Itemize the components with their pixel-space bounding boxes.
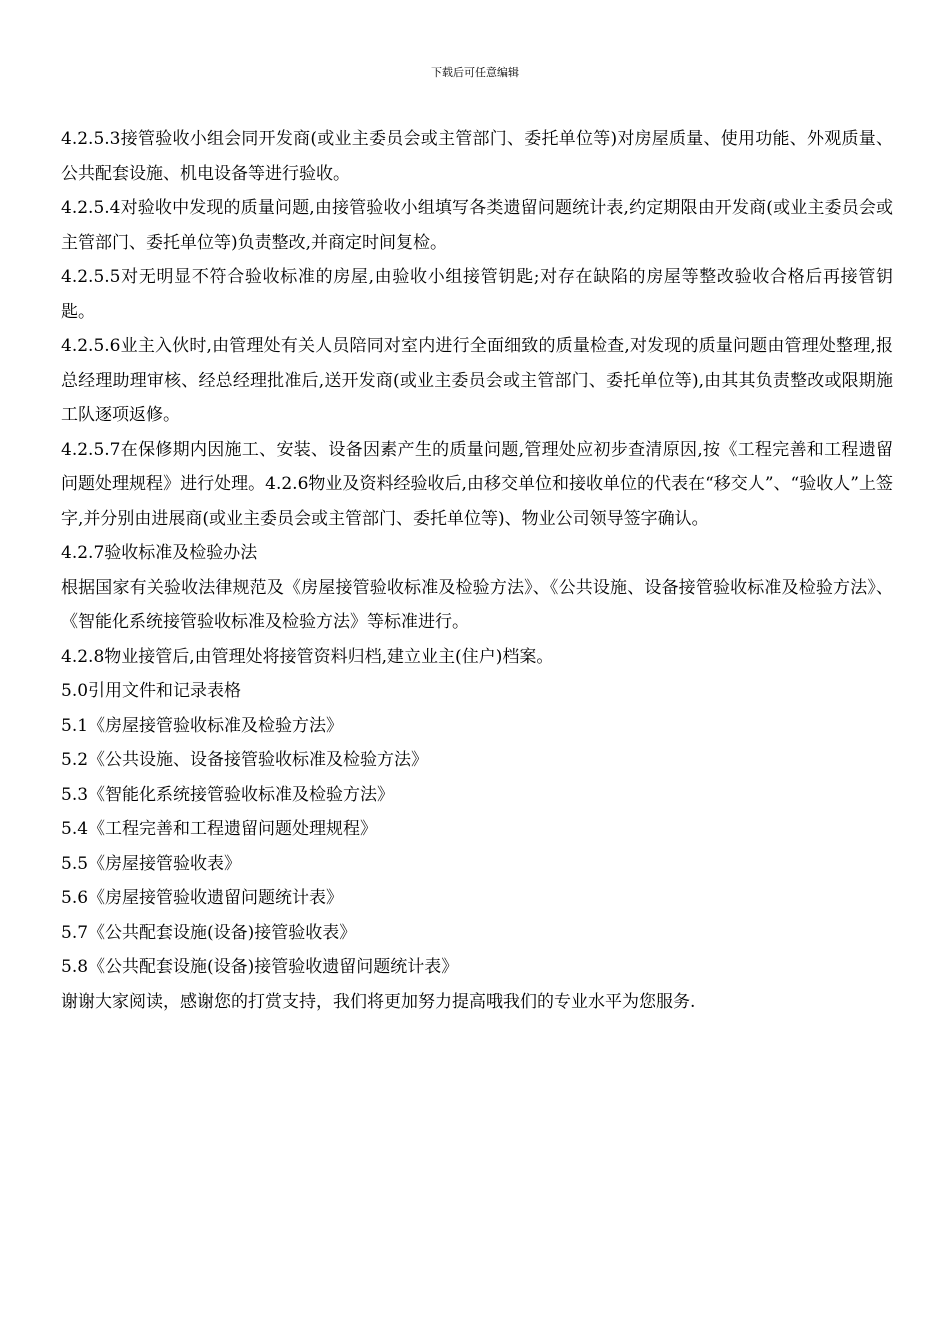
list-item-5-3: 5.3《智能化系统接管验收标准及检验方法》 (61, 784, 395, 805)
heading-5-0: 5.0引用文件和记录表格 (61, 681, 242, 701)
paragraph-4-2-8: 4.2.8物业接管后,由管理处将接管资料归档,建立业主(住户)档案。 (61, 646, 554, 667)
paragraph-4-2-5-4: 4.2.5.4对验收中发现的质量问题,由接管验收小组填写各类遗留问题统计表,约定期限由开发商(或业主委员会或主管部门、委托单位等)负责整改,并商定时间复检。 (61, 198, 893, 253)
paragraph-4-2-5-6: 4.2.5.6业主入伙时,由管理处有关人员陪同对室内进行全面细致的质量检查,对发现的质量问题由管理处整理,报总经理助理审核、经总经理批准后,送开发商(或业主委员会或主管部门、委托单位等),由其其负责整改或限期施工队逐项返修。 (61, 336, 893, 425)
heading-4-2-7: 4.2.7验收标准及检验办法 (61, 543, 258, 563)
paragraph-standards: 根据国家有关验收法律规范及《房屋接管验收标准及检验方法》、《公共设施、设备接管验收标准及检验方法》、《智能化系统接管验收标准及检验方法》等标准进行。 (61, 577, 893, 632)
list-item-5-1: 5.1《房屋接管验收标准及检验方法》 (61, 715, 344, 736)
list-item-5-2: 5.2《公共设施、设备接管验收标准及检验方法》 (61, 750, 429, 770)
paragraph-4-2-5-5: 4.2.5.5对无明显不符合验收标准的房屋,由验收小组接管钥匙;对存在缺陷的房屋等整改验收合格后再接管钥匙。 (61, 267, 893, 322)
page-header-note: 下载后可任意编辑 (431, 66, 519, 79)
paragraph-4-2-5-3: 4.2.5.3接管验收小组会同开发商(或业主委员会或主管部门、委托单位等)对房屋质量、使用功能、外观质量、公共配套设施、机电设备等进行验收。 (61, 129, 893, 184)
closing-note: 谢谢大家阅读，感谢您的打赏支持，我们将更加努力提高哦我们的专业水平为您服务. (61, 991, 696, 1012)
list-item-5-4: 5.4《工程完善和工程遗留问题处理规程》 (61, 819, 378, 839)
list-item-5-6: 5.6《房屋接管验收遗留问题统计表》 (61, 888, 344, 908)
list-item-5-8: 5.8《公共配套设施(设备)接管验收遗留问题统计表》 (61, 957, 459, 977)
list-item-5-7: 5.7《公共配套设施(设备)接管验收表》 (61, 922, 357, 943)
list-item-5-5: 5.5《房屋接管验收表》 (61, 853, 242, 874)
document-body (61, 122, 893, 1019)
paragraph-4-2-5-7: 4.2.5.7在保修期内因施工、安装、设备因素产生的质量问题,管理处应初步查清原因,按《工程完善和工程遗留问题处理规程》进行处理。4.2.6物业及资料经验收后,由移交单位和接收单位的代表在“移交人”、“验收人”上签字,并分别由进展商(或业主委员会或主管部门、委托单位等)、物业公司领导签字确认。 (61, 439, 893, 529)
